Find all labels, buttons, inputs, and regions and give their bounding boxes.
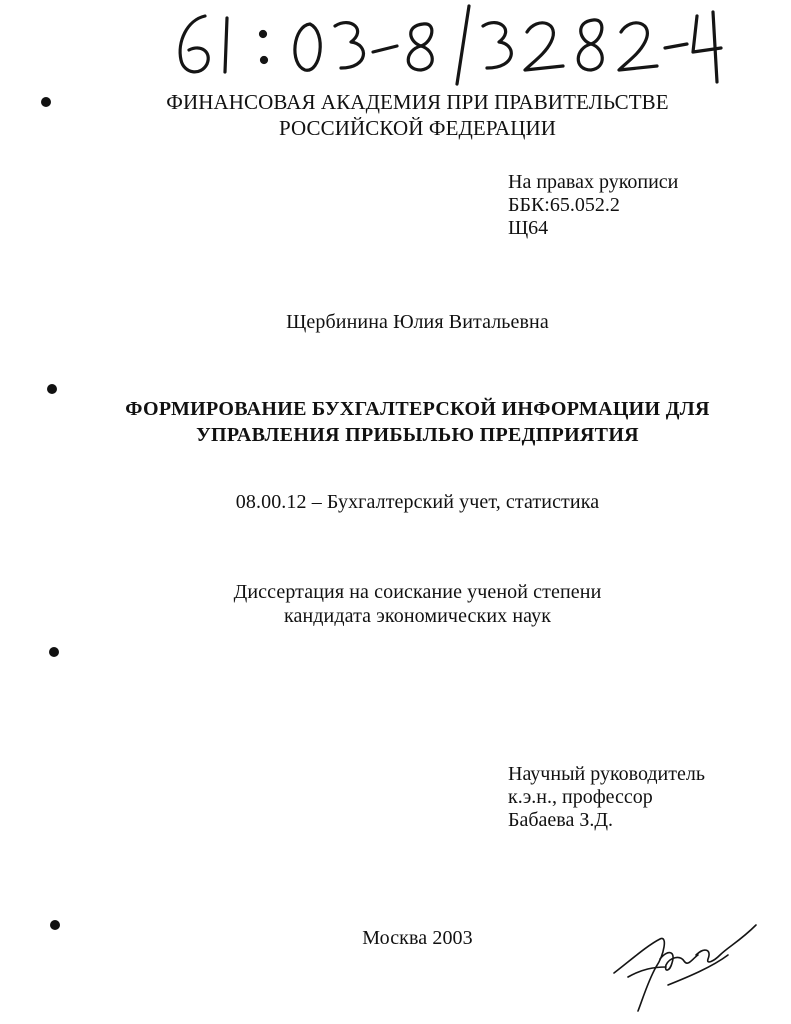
signature <box>608 915 760 1015</box>
institution-line-1: ФИНАНСОВАЯ АКАДЕМИЯ ПРИ ПРАВИТЕЛЬСТВЕ <box>166 90 669 114</box>
punch-hole-3 <box>49 647 59 657</box>
dissertation-title <box>0 396 791 448</box>
bbk-code: ББК:65.052.2 <box>508 194 620 216</box>
punch-hole-2 <box>47 384 57 394</box>
manuscript-rights: На правах рукописи <box>508 171 679 193</box>
degree-line-1: Диссертация на соискание ученой степени <box>233 581 602 603</box>
author-code: Щ64 <box>508 217 549 239</box>
author-name: Щербинина Юлия Витальевна <box>286 311 549 333</box>
degree-line-2: кандидата экономических наук <box>283 605 552 627</box>
supervisor-rank: к.э.н., профессор <box>508 786 653 808</box>
title-line-1: ФОРМИРОВАНИЕ БУХГАЛТЕРСКОЙ ИНФОРМАЦИИ ДЛЯ <box>125 398 710 420</box>
degree-statement <box>0 580 791 628</box>
handwritten-archive-code <box>165 2 725 86</box>
institution-header <box>0 89 791 141</box>
supervisor-info <box>508 763 705 832</box>
title-line-2: УПРАВЛЕНИЯ ПРИБЫЛЬЮ ПРЕДПРИЯТИЯ <box>196 424 639 446</box>
specialty-code: 08.00.12 – Бухгалтерский учет, статистика <box>235 491 600 513</box>
institution-line-2: РОССИЙСКОЙ ФЕДЕРАЦИИ <box>279 116 556 140</box>
city-year: Москва 2003 <box>362 927 473 949</box>
manuscript-info <box>508 171 678 240</box>
supervisor-name: Бабаева З.Д. <box>508 809 614 831</box>
supervisor-role: Научный руководитель <box>508 763 705 785</box>
